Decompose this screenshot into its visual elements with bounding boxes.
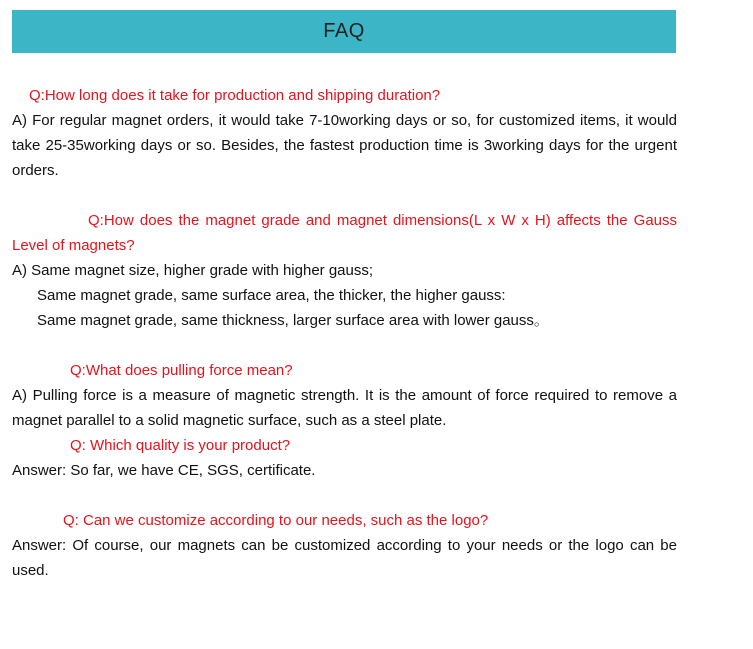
faq-header-banner [12,10,676,53]
faq-title: FAQ [323,20,365,42]
faq-question-1: Q:How long does it take for production and shipping duration? [29,87,441,104]
faq-answer-2-line-3: Same magnet grade, same thickness, larger surface area with lower gauss。 [37,312,549,329]
faq-answer-3: A) Pulling force is a measure of magnetic strength. It is the amount of force required to remove a magnet parallel to a solid magnetic surface, such as a steel plate. [12,387,677,429]
faq-question-3: Q:What does pulling force mean? [70,362,293,379]
faq-answer-5: Answer: Of course, our magnets can be customized according to your needs or the logo can be used. [12,537,677,579]
faq-question-5: Q: Can we customize according to our needs, such as the logo? [63,512,489,529]
faq-question-4: Q: Which quality is your product? [70,437,291,454]
faq-question-2: Q:How does the magnet grade and magnet dimensions(L x W x H) affects the Gauss Level of magnets? [12,212,677,254]
faq-answer-4: Answer: So far, we have CE, SGS, certificate. [12,462,316,479]
faq-content [12,83,677,583]
faq-answer-1: A) For regular magnet orders, it would take 7-10working days or so, for customized items, it would take 25-35working days or so. Besides, the fastest production time is 3working days for the urgent orders. [12,112,677,179]
faq-answer-2-line-2: Same magnet grade, same surface area, the thicker, the higher gauss: [37,287,506,304]
faq-answer-2-line-1: A) Same magnet size, higher grade with higher gauss; [12,262,374,279]
